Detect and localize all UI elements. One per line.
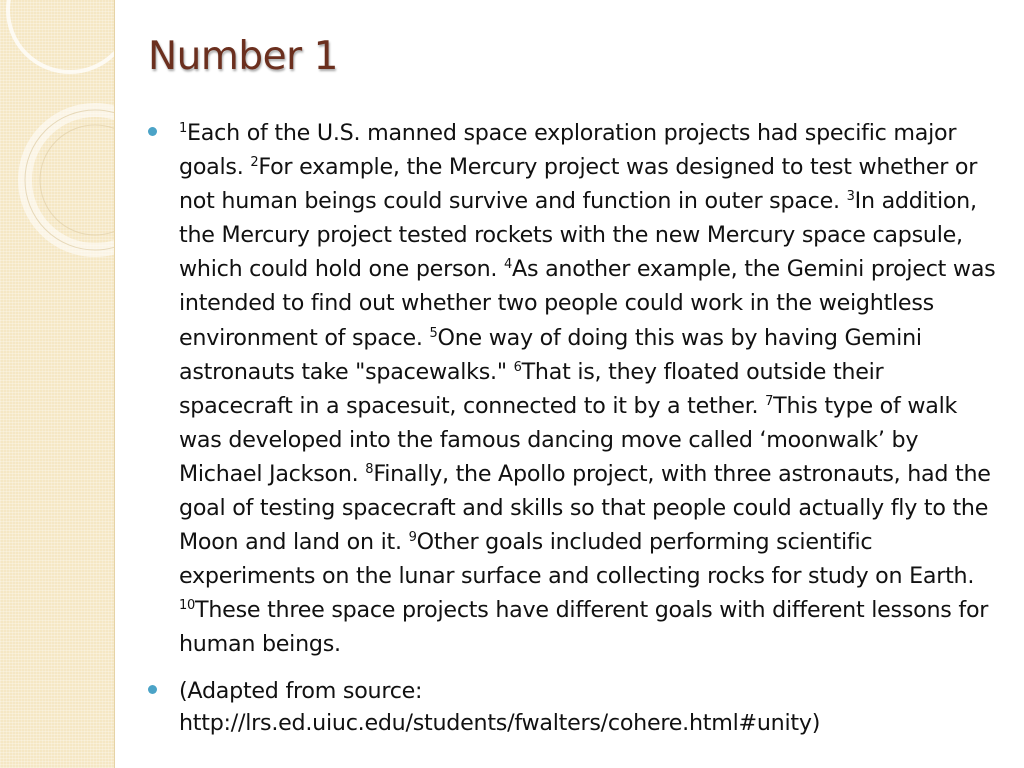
sentence-text: That is, they floated outside their spacecraft in a spacesuit, connected to it by a tether. bbox=[179, 358, 884, 419]
source-url: http://lrs.ed.uiuc.edu/students/fwalters/cohere.html#unity) bbox=[179, 709, 821, 736]
sentence-text: Other goals included performing scientific experiments on the lunar surface and collecting rocks for study on Earth. bbox=[179, 529, 975, 590]
sentence-number: 8 bbox=[365, 461, 374, 477]
slide-body bbox=[148, 116, 998, 739]
sentence-number: 6 bbox=[513, 359, 522, 375]
sentence-text: For example, the Mercury project was designed to test whether or not human beings could survive and function in outer space. bbox=[179, 154, 978, 215]
sentence-text: Finally, the Apollo project, with three astronauts, had the goal of testing spacecraft and skills so that people could actually fly to the Moon and land on it. bbox=[179, 460, 991, 556]
decorative-rings bbox=[0, 0, 114, 768]
sentence-number: 3 bbox=[846, 189, 855, 205]
sentence-number: 4 bbox=[504, 257, 513, 273]
sentence-text: This type of walk was developed into the famous dancing move called ‘moonwalk’ by Michael Jackson. bbox=[179, 392, 958, 487]
slide-title: Number 1 bbox=[148, 34, 338, 79]
source-label: (Adapted from source: bbox=[179, 677, 423, 704]
sentence-number: 5 bbox=[429, 325, 438, 341]
decorative-sidebar bbox=[0, 0, 115, 768]
sentence-number: 7 bbox=[765, 393, 774, 409]
bullet-paragraph bbox=[148, 116, 998, 662]
sentence-text: One way of doing this was by having Gemini astronauts take "spacewalks." bbox=[179, 324, 922, 385]
paragraph-text bbox=[179, 116, 998, 662]
sentence-number: 9 bbox=[408, 530, 417, 546]
source-text bbox=[179, 675, 998, 739]
sentence-number: 1 bbox=[179, 121, 188, 136]
sentence-number: 2 bbox=[250, 155, 259, 171]
bullet-source bbox=[148, 675, 998, 739]
bullet-dot-icon bbox=[148, 685, 157, 694]
sentence-text: As another example, the Gemini project was intended to find out whether two people could work in the weightless environment of space. bbox=[179, 256, 996, 351]
sentence-number: 10 bbox=[179, 598, 196, 614]
sentence-text: In addition, the Mercury project tested rockets with the new Mercury space capsule, which could hold one person. bbox=[179, 188, 977, 283]
bullet-dot-icon bbox=[148, 127, 157, 136]
sentence-text: These three space projects have different goals with different lessons for human beings. bbox=[179, 597, 989, 658]
sentence-text: Each of the U.S. manned space exploration projects had specific major goals. bbox=[179, 120, 957, 181]
